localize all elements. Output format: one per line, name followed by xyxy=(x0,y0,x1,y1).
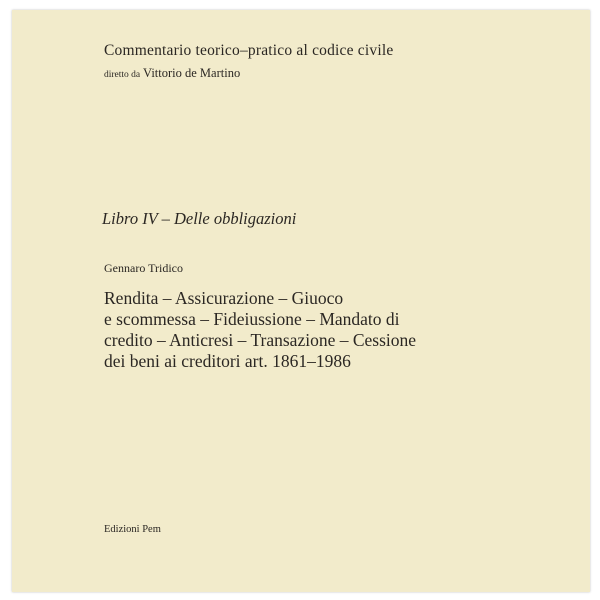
subject-line: Rendita – Assicurazione – Giuoco xyxy=(104,288,344,308)
editor-prefix: diretto da xyxy=(104,70,141,80)
subject-line: credito – Anticresi – Transazione – Cessione xyxy=(104,330,417,350)
series-title: Commentario teorico–pratico al codice civile xyxy=(104,42,394,59)
subject-line: dei beni ai creditori art. 1861–1986 xyxy=(104,351,351,371)
series-editor xyxy=(104,66,240,81)
editor-name: Vittorio de Martino xyxy=(143,66,241,80)
publisher: Edizioni Pem xyxy=(104,524,161,535)
author-name: Gennaro Tridico xyxy=(104,261,183,275)
title-page xyxy=(12,10,590,592)
volume-title: Libro IV – Delle obbligazioni xyxy=(102,209,297,228)
subject-heading xyxy=(104,288,444,372)
subject-line: e scommessa – Fideiussione – Mandato di xyxy=(104,309,400,329)
